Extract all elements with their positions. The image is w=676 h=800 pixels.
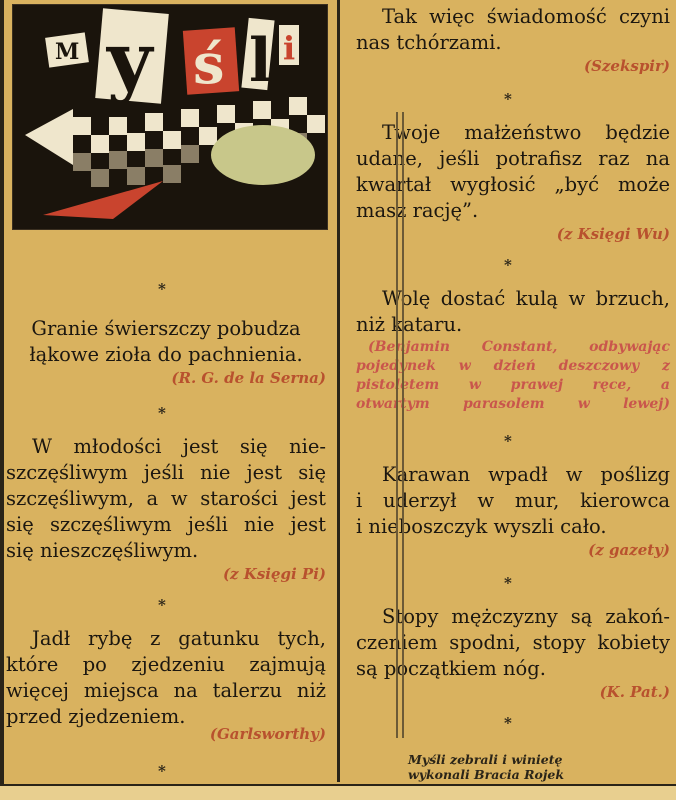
fold-crease	[396, 112, 404, 738]
quote-line: łąkowe zioła do pachnienia.	[29, 343, 303, 366]
quote-line: czeniem spodni, stopy kobiety	[356, 631, 670, 654]
separator-star: *	[504, 90, 512, 108]
quote-line: więcej miejsca na talerzu niż	[6, 679, 326, 702]
quote-line: udane, jeśli potrafisz raz na	[356, 147, 670, 170]
separator-star: *	[504, 256, 512, 274]
quote-author: (z gazety)	[588, 541, 670, 559]
quote-line: W młodości jest się nie-	[32, 435, 326, 458]
quote-shakespeare	[356, 4, 670, 76]
quote-line: Wolę dostać kulą w brzuch,	[382, 287, 670, 310]
quote-line: szczęśliwym jeśli nie jest się	[6, 461, 326, 484]
separator-star: *	[504, 574, 512, 592]
quote-author-line: otwartym parasolem w lewej)	[356, 396, 670, 412]
credit-line: wykonali Bracia Rojek	[408, 767, 564, 782]
quote-line: się szczęśliwym jeśli nie jest	[6, 513, 326, 536]
separator-star: *	[158, 404, 166, 422]
credits	[408, 752, 628, 782]
quote-author: (z Księgi Pi)	[222, 565, 326, 583]
separator-star: *	[504, 714, 512, 732]
separator-star: *	[158, 762, 166, 780]
quote-line: Tak więc świadomość czyni	[382, 5, 670, 28]
separator-star: *	[504, 432, 512, 450]
left-border	[0, 0, 4, 800]
quote-author: (R. G. de la Serna)	[171, 369, 326, 387]
quote-author-line: pistoletem w prawej ręce, a	[356, 377, 670, 393]
quote-line: Granie świerszczy pobudza	[31, 317, 301, 340]
quote-line: masz rację”.	[356, 199, 479, 222]
quote-line: Twoje małżeństwo będzie	[382, 121, 670, 144]
title-vignette	[12, 4, 328, 230]
quote-author-line: (Benjamin Constant, odbywając	[368, 339, 670, 355]
quote-line: szczęśliwym, a w starości jest	[6, 487, 326, 510]
quote-youth	[6, 434, 326, 584]
quote-author: (Szekspir)	[583, 57, 670, 75]
quote-line: niż kataru.	[356, 313, 463, 336]
quote-line: Karawan wpadł w poślizg	[382, 463, 670, 486]
separator-star: *	[158, 280, 166, 298]
quote-line: które po zjedzeniu zajmują	[6, 653, 326, 676]
bottom-strip	[0, 786, 676, 800]
quote-line: Stopy mężczyzny są zakoń-	[382, 605, 670, 628]
letter-l: l	[249, 26, 272, 96]
credit-line: Myśli zebrali i winietę	[408, 752, 563, 767]
quote-line: przed zjedzeniem.	[6, 705, 186, 728]
quote-author-line: pojedynek w dzień deszczowy z	[356, 358, 670, 374]
quote-line: i uderzył w mur, kierowca	[356, 489, 670, 512]
quote-line: kwartał wygłosić „być może	[356, 173, 670, 196]
vignette-illustration	[13, 5, 327, 229]
quote-author: (Garlsworthy)	[209, 725, 326, 743]
quote-cricket	[6, 316, 326, 388]
separator-star: *	[158, 596, 166, 614]
quote-line: i nieboszczyk wyszli cało.	[356, 515, 607, 538]
letter-y: y	[107, 15, 153, 106]
quote-line: Jadł rybę z gatunku tych,	[32, 627, 326, 650]
quote-author: (K. Pat.)	[599, 683, 670, 701]
letter-s: ś	[193, 31, 225, 97]
letter-i: i	[283, 29, 296, 67]
quote-line: są początkiem nóg.	[356, 657, 546, 680]
quote-fish	[6, 626, 326, 744]
quote-line: nas tchórzami.	[356, 31, 502, 54]
quote-line: się nieszczęśliwym.	[6, 539, 199, 562]
quote-author: (z Księgi Wu)	[556, 225, 670, 243]
green-blob	[211, 125, 315, 185]
letter-m: M	[55, 39, 80, 65]
column-divider	[337, 0, 340, 782]
